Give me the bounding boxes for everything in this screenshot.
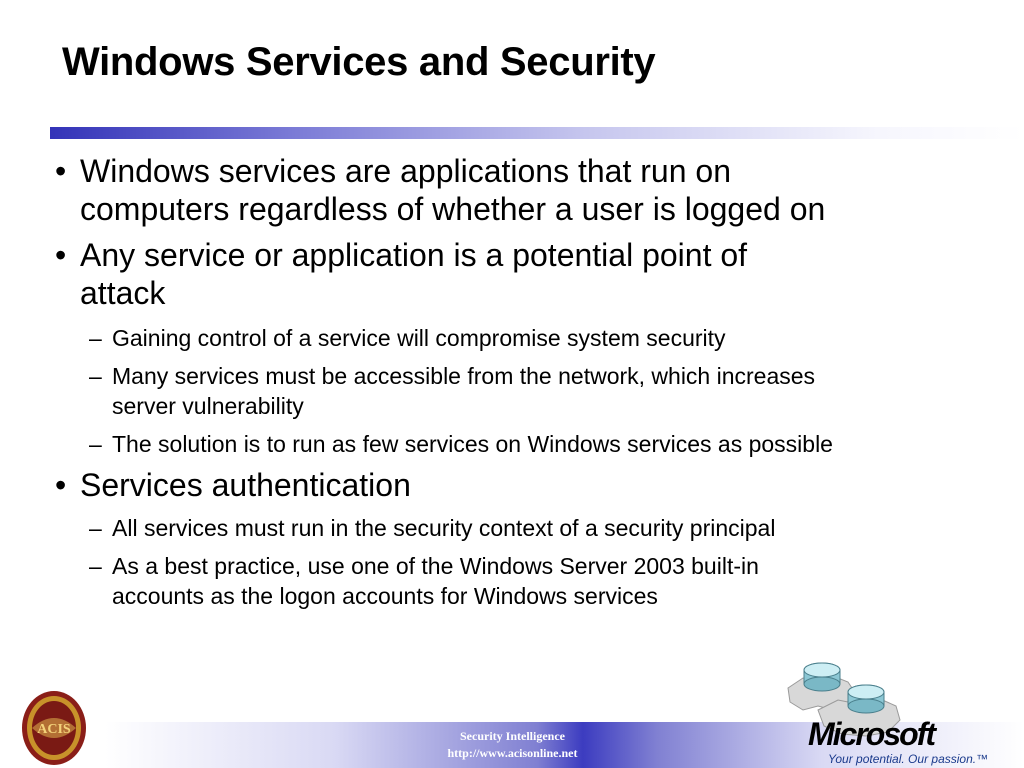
bullet-marker: • [55,153,67,189]
sub-bullet-item [0,551,1024,611]
sub-bullet-text: server vulnerability [112,393,304,419]
bullet-text: attack [80,275,166,311]
sub-bullet-marker: – [89,325,102,351]
bullet-text: Services authentication [80,467,411,503]
bullet-marker: • [55,467,67,503]
sub-bullet-item [0,513,1024,543]
acis-seal-text: ACIS [37,722,71,737]
bullet-marker: • [55,237,67,273]
sub-bullet-marker: – [89,431,102,457]
slide-title: Windows Services and Security [62,40,656,84]
sub-bullet-text: accounts as the logon accounts for Windows services [112,583,658,609]
sub-bullet-marker: – [89,515,102,541]
sub-bullet-item [0,361,1024,421]
acis-seal-icon [20,688,88,766]
sub-bullet-item [0,429,1024,459]
bullet-item [0,236,1024,312]
bullet-text: Any service or application is a potential point of [80,237,748,273]
bullet-text: computers regardless of whether a user is logged on [80,191,826,227]
sub-bullet-text: As a best practice, use one of the Windows Server 2003 built-in [112,553,759,579]
sub-bullet-text: Many services must be accessible from the network, which increases [112,363,816,389]
footer-line-1: Security Intelligence [460,729,565,743]
footer-line-2: http://www.acisonline.net [447,746,578,760]
sub-bullet-text: Gaining control of a service will compromise system security [112,325,726,351]
sub-bullet-marker: – [89,363,102,389]
bullet-text: Windows services are applications that run on [80,153,731,189]
bullet-item [0,466,1024,504]
sub-bullet-item [0,323,1024,353]
sub-bullet-text: All services must run in the security context of a security principal [112,515,776,541]
sub-bullet-text: The solution is to run as few services on Windows services as possible [112,431,833,457]
footer-caption [380,728,645,762]
bullet-item [0,152,1024,228]
sub-bullet-marker: – [89,553,102,579]
microsoft-tagline: Your potential. Our passion.™ [828,752,989,766]
microsoft-logo: Microsoft [808,716,934,752]
